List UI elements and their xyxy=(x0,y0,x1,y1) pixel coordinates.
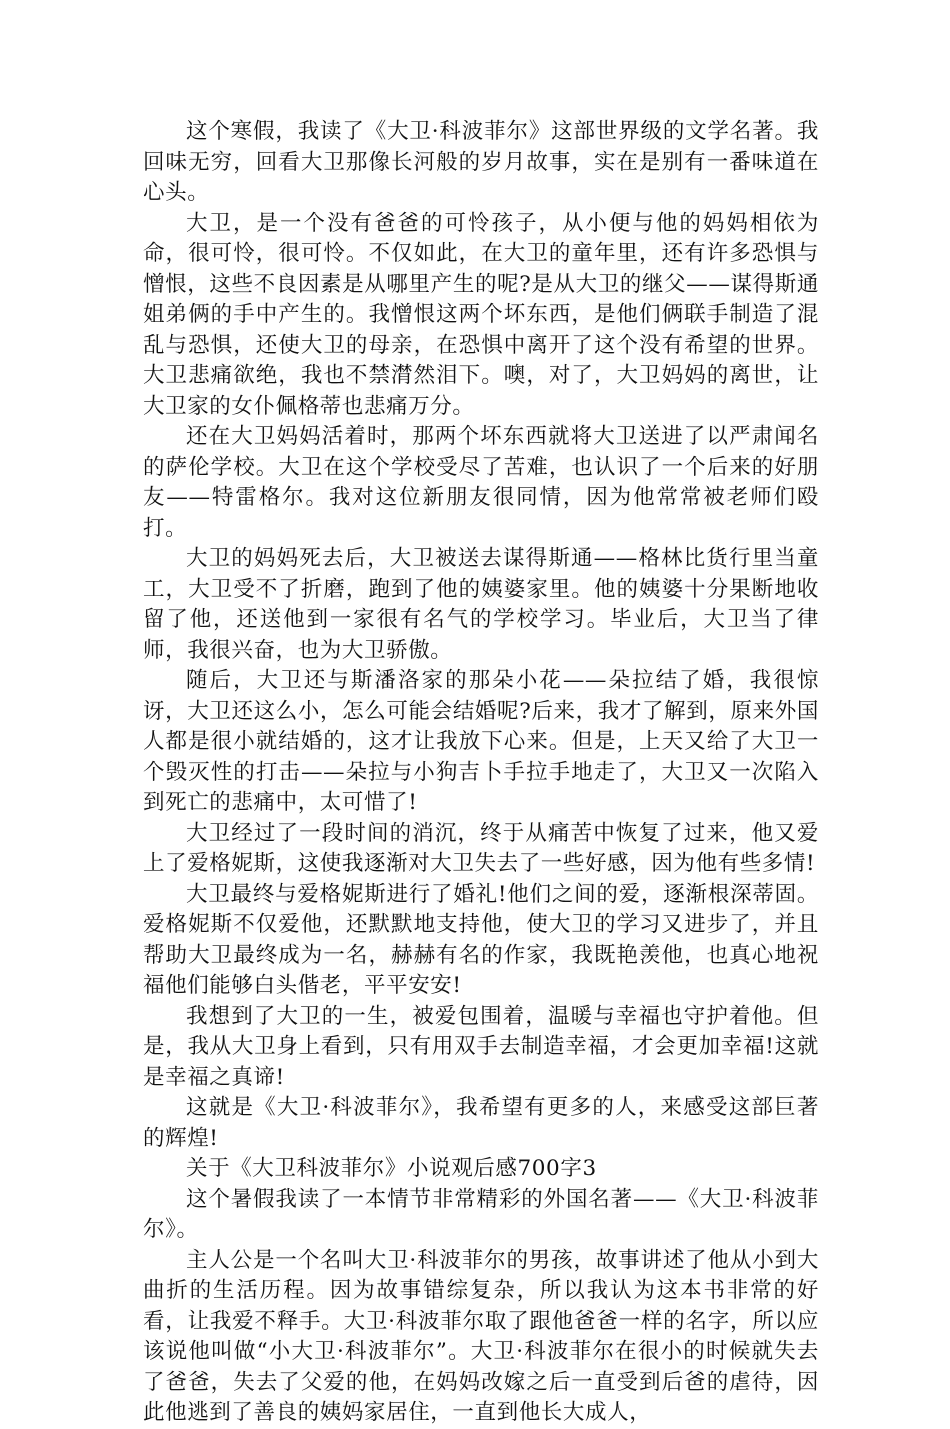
paragraph: 还在大卫妈妈活着时，那两个坏东西就将大卫送进了以严肃闻名的萨伦学校。大卫在这个学校受尽了苦难，也认识了一个后来的好朋友——特雷格尔。我对这位新朋友很同情，因为他常常被老师们殴打。 xyxy=(143,424,819,541)
paragraph: 大卫，是一个没有爸爸的可怜孩子，从小便与他的妈妈相依为命，很可怜，很可怜。不仅如此，在大卫的童年里，还有许多恐惧与憎恨，这些不良因素是从哪里产生的呢?是从大卫的继父——谋得斯通姐弟俩的手中产生的。我憎恨这两个坏东西，是他们俩联手制造了混乱与恐惧，还使大卫的母亲，在恐惧中离开了这个没有希望的世界。大卫悲痛欲绝，我也不禁潸然泪下。噢，对了，大卫妈妈的离世，让大卫家的女仆佩格蒂也悲痛万分。 xyxy=(143,210,819,419)
paragraph: 随后，大卫还与斯潘洛家的那朵小花——朵拉结了婚，我很惊讶，大卫还这么小，怎么可能会结婚呢?后来，我才了解到，原来外国人都是很小就结婚的，这才让我放下心来。但是，上天又给了大卫一个毁灭性的打击——朵拉与小狗吉卜手拉手地走了，大卫又一次陷入到死亡的悲痛中，太可惜了! xyxy=(143,668,819,815)
paragraph: 主人公是一个名叫大卫·科波菲尔的男孩，故事讲述了他从小到大曲折的生活历程。因为故事错综复杂，所以我认为这本书非常的好看，让我爱不释手。大卫·科波菲尔取了跟他爸爸一样的名字，所以应该说他叫做“小大卫·科波菲尔”。大卫·科波菲尔在很小的时候就失去了爸爸，失去了父爱的他，在妈妈改嫁之后一直受到后爸的虐待，因此他逃到了善良的姨妈家居住，一直到他长大成人， xyxy=(143,1247,819,1425)
paragraph: 我想到了大卫的一生，被爱包围着，温暖与幸福也守护着他。但是，我从大卫身上看到，只有用双手去制造幸福，才会更加幸福!这就是幸福之真谛! xyxy=(143,1003,819,1090)
paragraph: 大卫经过了一段时间的消沉，终于从痛苦中恢复了过来，他又爱上了爱格妮斯，这使我逐渐对大卫失去了一些好感，因为他有些多情! xyxy=(143,820,819,876)
section-title: 关于《大卫科波菲尔》小说观后感700字3 xyxy=(186,1156,597,1181)
paragraph: 这个暑假我读了一本情节非常精彩的外国名著——《大卫·科波菲尔》。 xyxy=(143,1186,819,1242)
paragraph: 大卫的妈妈死去后，大卫被送去谋得斯通——格林比货行里当童工，大卫受不了折磨，跑到了他的姨婆家里。他的姨婆十分果断地收留了他，还送他到一家很有名气的学校学习。毕业后，大卫当了律师，我很兴奋，也为大卫骄傲。 xyxy=(143,546,819,663)
paragraph: 大卫最终与爱格妮斯进行了婚礼!他们之间的爱，逐渐根深蒂固。爱格妮斯不仅爱他，还默默地支持他，使大卫的学习又进步了，并且帮助大卫最终成为一名，赫赫有名的作家，我既艳羡他，也真心地祝福他们能够白头偕老，平平安安! xyxy=(143,881,819,998)
paragraph: 这个寒假，我读了《大卫·科波菲尔》这部世界级的文学名著。我回味无穷，回看大卫那像长河般的岁月故事，实在是别有一番味道在心头。 xyxy=(143,119,819,205)
document-page xyxy=(143,117,819,1429)
paragraph: 这就是《大卫·科波菲尔》，我希望有更多的人，来感受这部巨著的辉煌! xyxy=(143,1095,819,1151)
